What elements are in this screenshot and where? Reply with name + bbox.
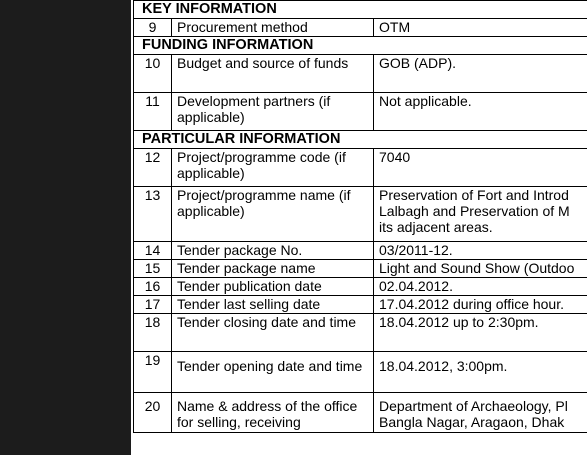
table-row bbox=[134, 278, 587, 296]
row-value: GOB (ADP). bbox=[374, 55, 587, 93]
row-number: 18 bbox=[134, 314, 172, 352]
table-row bbox=[134, 149, 587, 187]
table-row bbox=[134, 93, 587, 131]
row-value-line: Bangla Nagar, Aragaon, Dhak bbox=[379, 414, 565, 430]
row-label: Development partners (if applicable) bbox=[172, 93, 374, 131]
row-label: Tender closing date and time bbox=[172, 314, 374, 352]
row-value: 03/2011-12. bbox=[374, 242, 587, 260]
row-value-line: Preservation of Fort and Introd bbox=[379, 187, 569, 203]
row-number: 17 bbox=[134, 296, 172, 314]
row-label: Tender opening date and time bbox=[172, 352, 374, 393]
row-label: Tender package No. bbox=[172, 242, 374, 260]
section-title: PARTICULAR INFORMATION bbox=[134, 131, 587, 149]
row-value-line: its adjacent areas. bbox=[379, 219, 493, 235]
row-label: Procurement method bbox=[172, 19, 374, 37]
row-value: Light and Sound Show (Outdoo bbox=[374, 260, 587, 278]
row-label: Tender package name bbox=[172, 260, 374, 278]
row-value-line: Department of Archaeology, Pl bbox=[379, 398, 568, 414]
row-value-line: Lalbagh and Preservation of M bbox=[379, 203, 570, 219]
row-number: 20 bbox=[134, 393, 172, 433]
table-row bbox=[134, 296, 587, 314]
section-header-funding bbox=[134, 37, 587, 55]
row-value: 18.04.2012, 3:00pm. bbox=[374, 352, 587, 393]
row-value: Not applicable. bbox=[374, 93, 587, 131]
table-row bbox=[134, 242, 587, 260]
row-value: 02.04.2012. bbox=[374, 278, 587, 296]
row-number: 11 bbox=[134, 93, 172, 131]
table-row bbox=[134, 19, 587, 37]
row-number: 9 bbox=[134, 19, 172, 37]
table-row bbox=[134, 393, 587, 433]
row-value: 7040 bbox=[374, 149, 587, 187]
row-value: OTM bbox=[374, 19, 587, 37]
section-header-key bbox=[134, 1, 587, 19]
row-number: 13 bbox=[134, 187, 172, 242]
tender-information-table bbox=[133, 0, 587, 433]
section-title: KEY INFORMATION bbox=[134, 1, 587, 19]
row-label: Name & address of the office for selling, receiving bbox=[172, 393, 374, 433]
row-number: 14 bbox=[134, 242, 172, 260]
row-number: 19 bbox=[134, 352, 172, 393]
row-label: Project/programme code (if applicable) bbox=[172, 149, 374, 187]
section-title: FUNDING INFORMATION bbox=[134, 37, 587, 55]
row-number: 12 bbox=[134, 149, 172, 187]
table-row bbox=[134, 187, 587, 242]
row-value: 17.04.2012 during office hour. bbox=[374, 296, 587, 314]
row-value bbox=[374, 393, 587, 433]
table-row bbox=[134, 314, 587, 352]
row-number: 10 bbox=[134, 55, 172, 93]
left-margin-bar bbox=[0, 0, 131, 455]
table-row bbox=[134, 352, 587, 393]
row-value bbox=[374, 187, 587, 242]
section-header-particular bbox=[134, 131, 587, 149]
row-label: Project/programme name (if applicable) bbox=[172, 187, 374, 242]
table-row bbox=[134, 55, 587, 93]
row-number: 15 bbox=[134, 260, 172, 278]
row-number: 16 bbox=[134, 278, 172, 296]
table-row bbox=[134, 260, 587, 278]
row-label: Tender publication date bbox=[172, 278, 374, 296]
row-value: 18.04.2012 up to 2:30pm. bbox=[374, 314, 587, 352]
row-label: Tender last selling date bbox=[172, 296, 374, 314]
row-label: Budget and source of funds bbox=[172, 55, 374, 93]
